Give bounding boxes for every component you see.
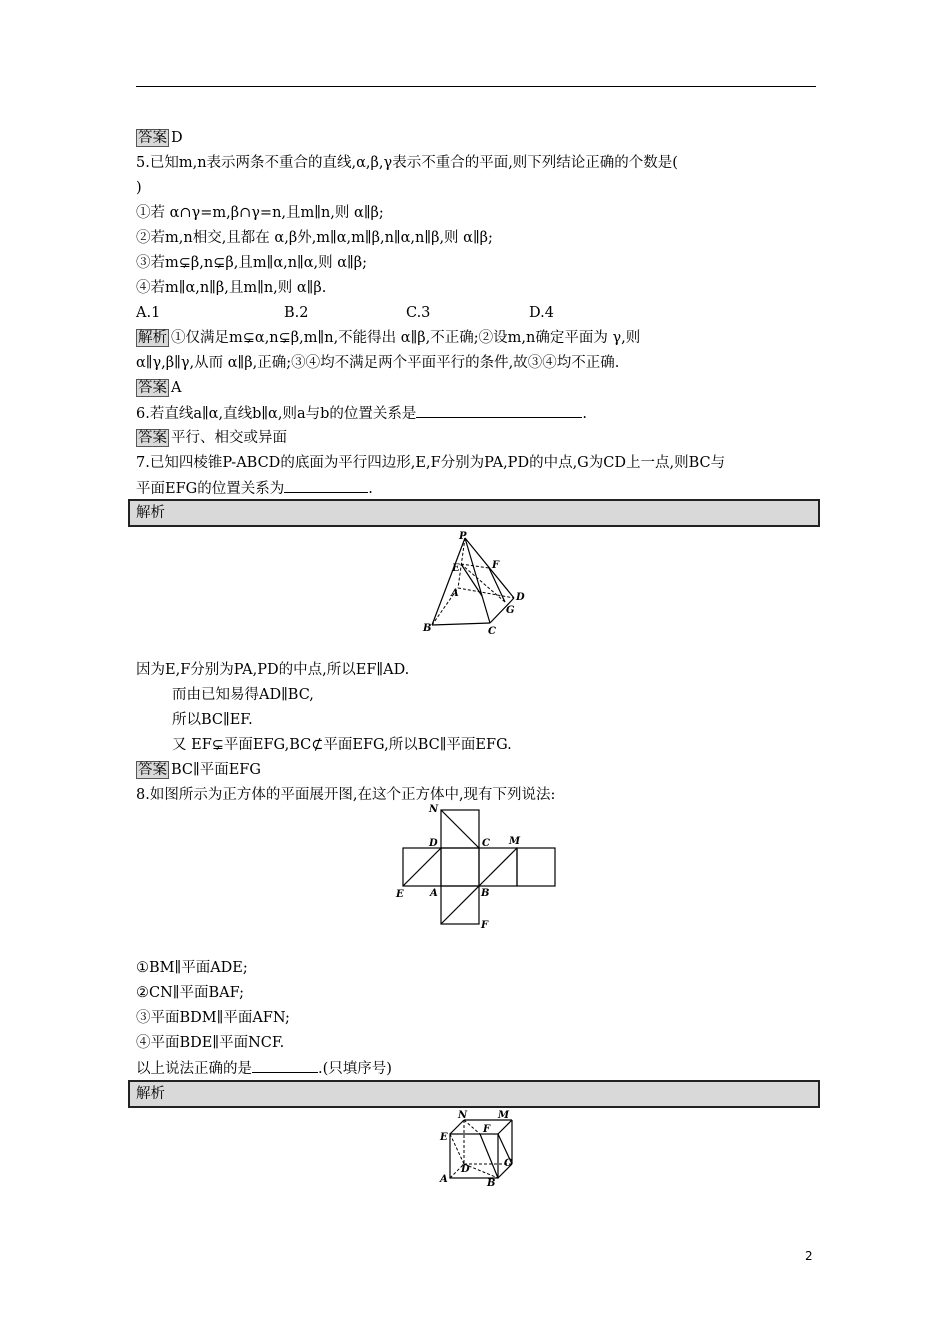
q8-statement-2: ②CN∥平面BAF; (136, 985, 245, 1001)
label-b: B (423, 623, 432, 634)
q7-analysis-4: 又 EF⊊平面EFG,BC⊄平面EFG,所以BC∥平面EFG. (172, 737, 512, 753)
label-n: N (429, 804, 439, 815)
label-e: E (396, 889, 404, 900)
q7-analysis-2: 而由已知易得AD∥BC, (172, 687, 314, 703)
label-d: D (516, 592, 525, 603)
q6-stem (136, 403, 587, 424)
answer-text: 平行、相交或异面 (171, 430, 287, 446)
label-c: C (482, 838, 490, 849)
q7-stem-1: 7.已知四棱锥P-ABCD的底面为平行四边形,E,F分别为PA,PD的中点,G为CD上一点,则BC与 (136, 455, 726, 471)
label-b: B (481, 888, 490, 899)
q8-statement-4: ④平面BDE∥平面NCF. (136, 1035, 285, 1051)
answer-tag: 答案 (138, 430, 167, 446)
q5-analysis-1 (136, 328, 640, 348)
label-a: A (440, 1174, 448, 1185)
analysis-tag: 解析 (138, 330, 167, 346)
label-a: A (430, 888, 438, 899)
q8-analysis-header: 解析 (128, 1080, 820, 1108)
label-g: G (506, 605, 515, 616)
cube-net-figure (385, 800, 565, 940)
q5-statement-1: ①若 α∩γ=m,β∩γ=n,且m∥n,则 α∥β; (136, 205, 384, 221)
label-f: F (481, 920, 489, 931)
q7-stem-2 (136, 478, 373, 499)
q7-stem-text: 平面EFG的位置关系为 (136, 481, 285, 497)
page-number: 2 (805, 1249, 813, 1263)
q5-options (136, 303, 554, 323)
header-rule (136, 86, 816, 87)
q8-statement-1: ①BM∥平面ADE; (136, 960, 248, 976)
q7-analysis-3: 所以BC∥EF. (172, 712, 253, 728)
label-b: B (487, 1178, 496, 1189)
q5-option-d: D.4 (529, 305, 554, 321)
q5-stem-close: ) (136, 180, 142, 196)
q6-stem-end: . (582, 406, 587, 422)
q5-analysis-2: α∥γ,β∥γ,从而 α∥β,正确;③④均不满足两个平面平行的条件,故③④均不正确. (136, 355, 620, 371)
q5-option-a: A.1 (136, 305, 161, 321)
q7-stem-end: . (368, 481, 373, 497)
q8-ask-text: 以上说法正确的是 (136, 1061, 252, 1077)
answer-line-q4 (136, 128, 183, 148)
q7-blank (284, 478, 368, 493)
answer-text: A (171, 380, 182, 396)
q8-ask (136, 1058, 392, 1079)
q5-analysis-text-1: ①仅满足m⊊α,n⊊β,m∥n,不能得出 α∥β,不正确;②设m,n确定平面为 γ,则 (171, 330, 641, 346)
label-d: D (429, 838, 438, 849)
pyramid-figure (416, 530, 536, 640)
q5-option-b: B.2 (284, 305, 309, 321)
label-e: E (440, 1132, 448, 1143)
label-d: D (461, 1164, 470, 1175)
label-c: C (488, 626, 496, 637)
label-p: P (459, 531, 467, 542)
label-f: F (483, 1124, 491, 1135)
answer-line-q6 (136, 428, 287, 448)
label-e: E (452, 563, 460, 574)
q5-statement-4: ④若m∥α,n∥β,且m∥n,则 α∥β. (136, 280, 327, 296)
label-f: F (492, 560, 500, 571)
answer-line-q7 (136, 760, 261, 780)
answer-tag: 答案 (138, 380, 167, 396)
q8-stem: 8.如图所示为正方体的平面展开图,在这个正方体中,现有下列说法: (136, 787, 556, 803)
q5-statement-3: ③若m⊊β,n⊊β,且m∥α,n∥α,则 α∥β; (136, 255, 368, 271)
label-c: C (504, 1158, 512, 1169)
q5-statement-2: ②若m,n相交,且都在 α,β外,m∥α,m∥β,n∥α,n∥β,则 α∥β; (136, 230, 493, 246)
label-m: M (498, 1110, 510, 1121)
q5-stem: 5.已知m,n表示两条不重合的直线,α,β,γ表示不重合的平面,则下列结论正确的个数是( (136, 155, 678, 171)
answer-text: D (171, 130, 183, 146)
q8-statement-3: ③平面BDM∥平面AFN; (136, 1010, 290, 1026)
answer-text: BC∥平面EFG (171, 762, 261, 778)
label-a: A (451, 588, 459, 599)
q6-stem-text: 6.若直线a∥α,直线b∥α,则a与b的位置关系是 (136, 406, 417, 422)
label-n: N (458, 1110, 468, 1121)
q7-analysis-1: 因为E,F分别为PA,PD的中点,所以EF∥AD. (136, 662, 410, 678)
cube-figure (432, 1106, 522, 1192)
q5-option-c: C.3 (406, 305, 431, 321)
q6-blank (416, 403, 582, 418)
answer-line-q5 (136, 378, 181, 398)
q8-blank (252, 1058, 318, 1073)
q8-ask-end: .(只填序号) (318, 1061, 392, 1077)
answer-tag: 答案 (138, 130, 167, 146)
answer-tag: 答案 (138, 762, 167, 778)
q7-analysis-header: 解析 (128, 499, 820, 527)
label-m: M (509, 836, 521, 847)
